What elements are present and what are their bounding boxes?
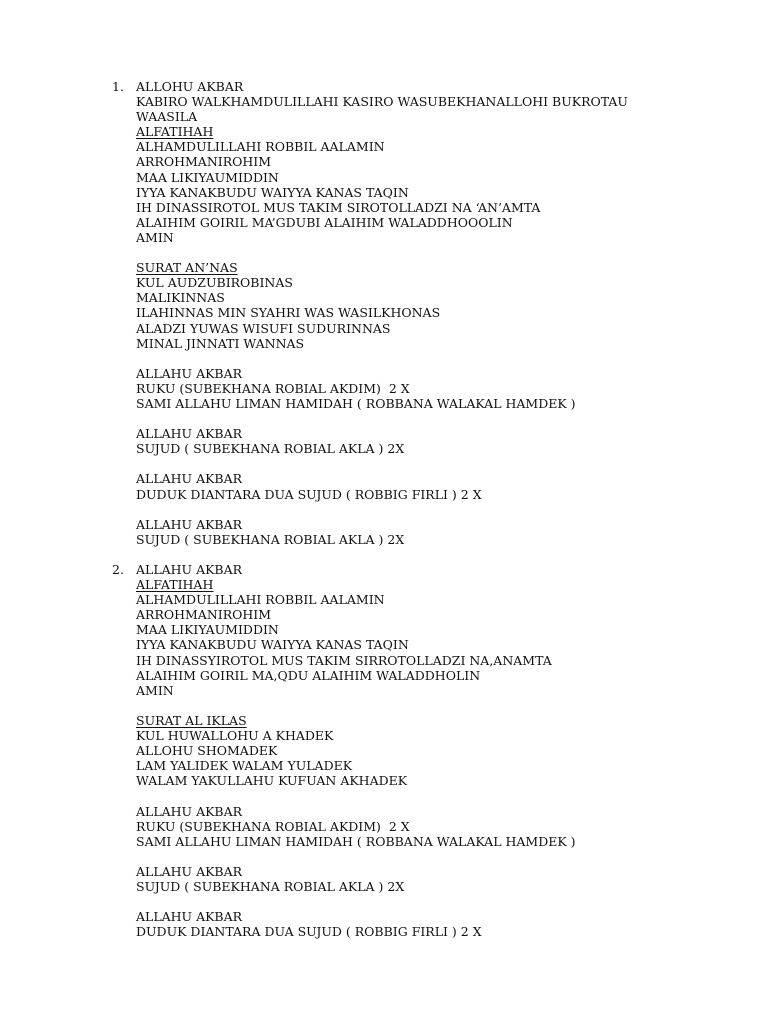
text-line: ARROHMANIROHIM (136, 154, 271, 170)
text-line: ALLAHU AKBAR (136, 426, 243, 442)
blank-line (0, 502, 768, 517)
text-line: SUJUD ( SUBEKHANA ROBIAL AKLA ) 2X (136, 441, 405, 457)
text-line: ALAIHIM GOIRIL MA’GDUBI ALAIHIM WALADDHOOOLIN (136, 214, 513, 230)
blank-line (0, 849, 768, 864)
text-line: DUDUK DIANTARA DUA SUJUD ( ROBBIG FIRLI ) 2 X (136, 486, 482, 502)
text-line: ALADZI YUWAS WISUFI SUDURINNAS (136, 320, 391, 336)
text-line: ALHAMDULILLAHI ROBBIL AALAMIN (136, 139, 385, 155)
text-line: SAMI ALLAHU LIMAN HAMIDAH ( ROBBANA WALAKAL HAMDEK ) (136, 395, 576, 411)
text-line: WALAM YAKULLAHU KUFUAN AKHADEK (136, 773, 408, 789)
text-line: SUJUD ( SUBEKHANA ROBIAL AKLA ) 2X (136, 531, 405, 547)
blank-line (0, 547, 768, 562)
text-line: WAASILA (136, 109, 198, 125)
text-line: KUL AUDZUBIROBINAS (136, 275, 293, 291)
section-heading: SURAT AL IKLAS (136, 712, 247, 728)
text-line: ALLAHU AKBAR (136, 471, 243, 487)
text-line: ALLAHU AKBAR (136, 365, 243, 381)
blank-line (0, 698, 768, 713)
text-line: MALIKINNAS (136, 290, 225, 306)
section-heading: SURAT AN’NAS (136, 260, 238, 276)
text-line: SUJUD ( SUBEKHANA ROBIAL AKLA ) 2X (136, 878, 405, 894)
text-line: ILAHINNAS MIN SYAHRI WAS WASILKHONAS (136, 305, 441, 321)
text-line: ALLOHU AKBAR (136, 79, 244, 94)
blank-line (0, 894, 768, 909)
text-line: ALLAHU AKBAR (136, 516, 243, 532)
text-line: LAM YALIDEK WALAM YULADEK (136, 758, 353, 774)
text-line: RUKU (SUBEKHANA ROBIAL AKDIM) 2 X (136, 380, 410, 396)
text-line: IYYA KANAKBUDU WAIYYA KANAS TAQIN (136, 184, 409, 200)
list-item-number: 1. (112, 79, 124, 94)
text-line: ALLAHU AKBAR (136, 863, 243, 879)
document-page (0, 79, 768, 939)
text-line: KUL HUWALLOHU A KHADEK (136, 728, 334, 744)
blank-line (0, 351, 768, 366)
blank-line (0, 245, 768, 260)
section-heading: ALFATIHAH (136, 577, 214, 593)
text-line: AMIN (136, 229, 174, 245)
text-line: MINAL JINNATI WANNAS (136, 335, 305, 351)
text-line: IH DINASSIROTOL MUS TAKIM SIROTOLLADZI NA ‘AN’AMTA (136, 199, 541, 215)
document-body (0, 79, 768, 939)
text-line: ALLAHU AKBAR (136, 562, 243, 577)
text-line: MAA LIKIYAUMIDDIN (136, 622, 279, 638)
text-line: IH DINASSYIROTOL MUS TAKIM SIRROTOLLADZI NA,ANAMTA (136, 652, 552, 668)
list-item-number: 2. (112, 562, 124, 577)
text-line: ALHAMDULILLAHI ROBBIL AALAMIN (136, 592, 385, 608)
text-line: IYYA KANAKBUDU WAIYYA KANAS TAQIN (136, 637, 409, 653)
text-line: SAMI ALLAHU LIMAN HAMIDAH ( ROBBANA WALAKAL HAMDEK ) (136, 833, 576, 849)
section-heading: ALFATIHAH (136, 124, 214, 140)
text-line: RUKU (SUBEKHANA ROBIAL AKDIM) 2 X (136, 818, 410, 834)
blank-line (0, 788, 768, 803)
text-line: ALLOHU SHOMADEK (136, 743, 278, 759)
text-line: ALLAHU AKBAR (136, 803, 243, 819)
text-line: ALAIHIM GOIRIL MA,QDU ALAIHIM WALADDHOLIN (136, 667, 481, 683)
text-line: AMIN (136, 682, 174, 698)
blank-line (0, 456, 768, 471)
list-item (0, 79, 768, 562)
text-line: DUDUK DIANTARA DUA SUJUD ( ROBBIG FIRLI ) 2 X (136, 924, 482, 940)
text-line: MAA LIKIYAUMIDDIN (136, 169, 279, 185)
text-line: KABIRO WALKHAMDULILLAHI KASIRO WASUBEKHANALLOHI BUKROTAU (136, 94, 628, 110)
text-line: ALLAHU AKBAR (136, 909, 243, 925)
list-item (0, 562, 768, 939)
blank-line (0, 411, 768, 426)
text-line: ARROHMANIROHIM (136, 607, 271, 623)
